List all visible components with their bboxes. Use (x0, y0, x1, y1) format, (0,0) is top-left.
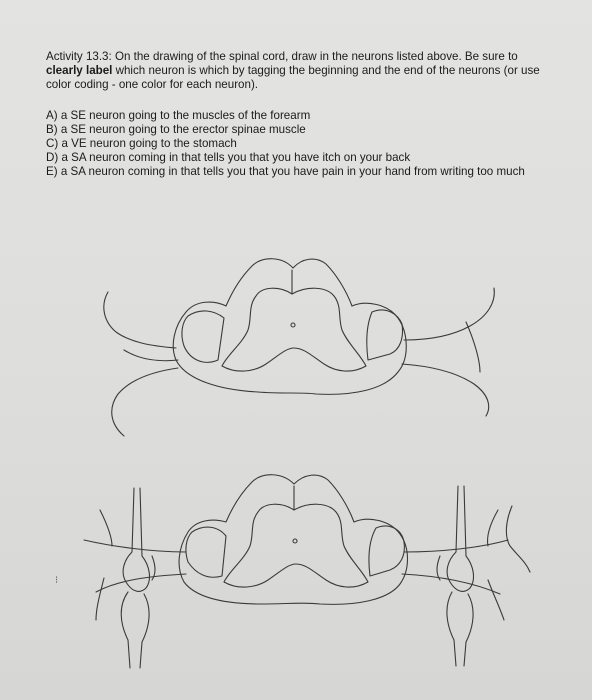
right-nerve-top (404, 288, 494, 340)
left-trunk-lower (121, 592, 130, 668)
neuron-item-a: A) a SE neuron going to the muscles of the forearm (46, 108, 311, 122)
central-canal-top (291, 323, 295, 327)
left-nerve-branch-top (124, 350, 178, 361)
neuron-item-d: D) a SA neuron coming in that tells you that you have itch on your back (46, 151, 411, 165)
neuron-item-b: B) a SE neuron going to the erector spinae muscle (46, 122, 306, 136)
right-trunk-lower (447, 592, 456, 666)
instructions-text-start: Activity 13.3: On the drawing of the spinal cord, draw in the neurons listed above. Be sure to (46, 50, 518, 63)
left-spinal-nerve-lower (96, 574, 186, 592)
right-nerve-branch-top (466, 322, 480, 372)
right-communicating-branch (437, 556, 440, 580)
left-ganglion-bottom (186, 527, 226, 577)
spinal-cord-drawing-top (104, 259, 494, 436)
left-sympathetic-trunk (123, 488, 149, 591)
right-nerve-lower-top (402, 364, 489, 416)
right-outer-branch (506, 506, 530, 572)
left-nerve-top (104, 292, 176, 348)
right-ramus-upper (487, 510, 498, 546)
instructions-text-end: which neuron is which by tagging the beginning and the end of the neurons (or use color coding - one color for each neuron). (46, 64, 540, 92)
left-trunk-lower-b (140, 594, 149, 668)
left-nerve-lower-top (112, 368, 178, 436)
gray-matter-top (222, 288, 366, 371)
right-sympathetic-trunk (447, 486, 473, 591)
right-ramus-lower (488, 580, 504, 620)
left-spinal-nerve (84, 540, 186, 552)
spinal-cord-drawing-bottom (84, 475, 530, 668)
neuron-item-e: E) a SA neuron coming in that tells you that you have pain in your hand from writing too much (46, 165, 525, 179)
instructions-emphasis: clearly label (46, 64, 113, 78)
gray-matter-bottom (224, 504, 368, 587)
right-trunk-lower-b (464, 594, 473, 666)
central-canal-bottom (293, 539, 297, 543)
neuron-item-c: C) a VE neuron going to the stomach (46, 137, 237, 151)
cord-outline-top (173, 259, 406, 395)
left-ramus-upper (100, 510, 112, 546)
left-ramus-lower (96, 578, 104, 620)
stray-mark: ⁝ (55, 575, 59, 586)
left-ganglion-top (182, 311, 224, 362)
